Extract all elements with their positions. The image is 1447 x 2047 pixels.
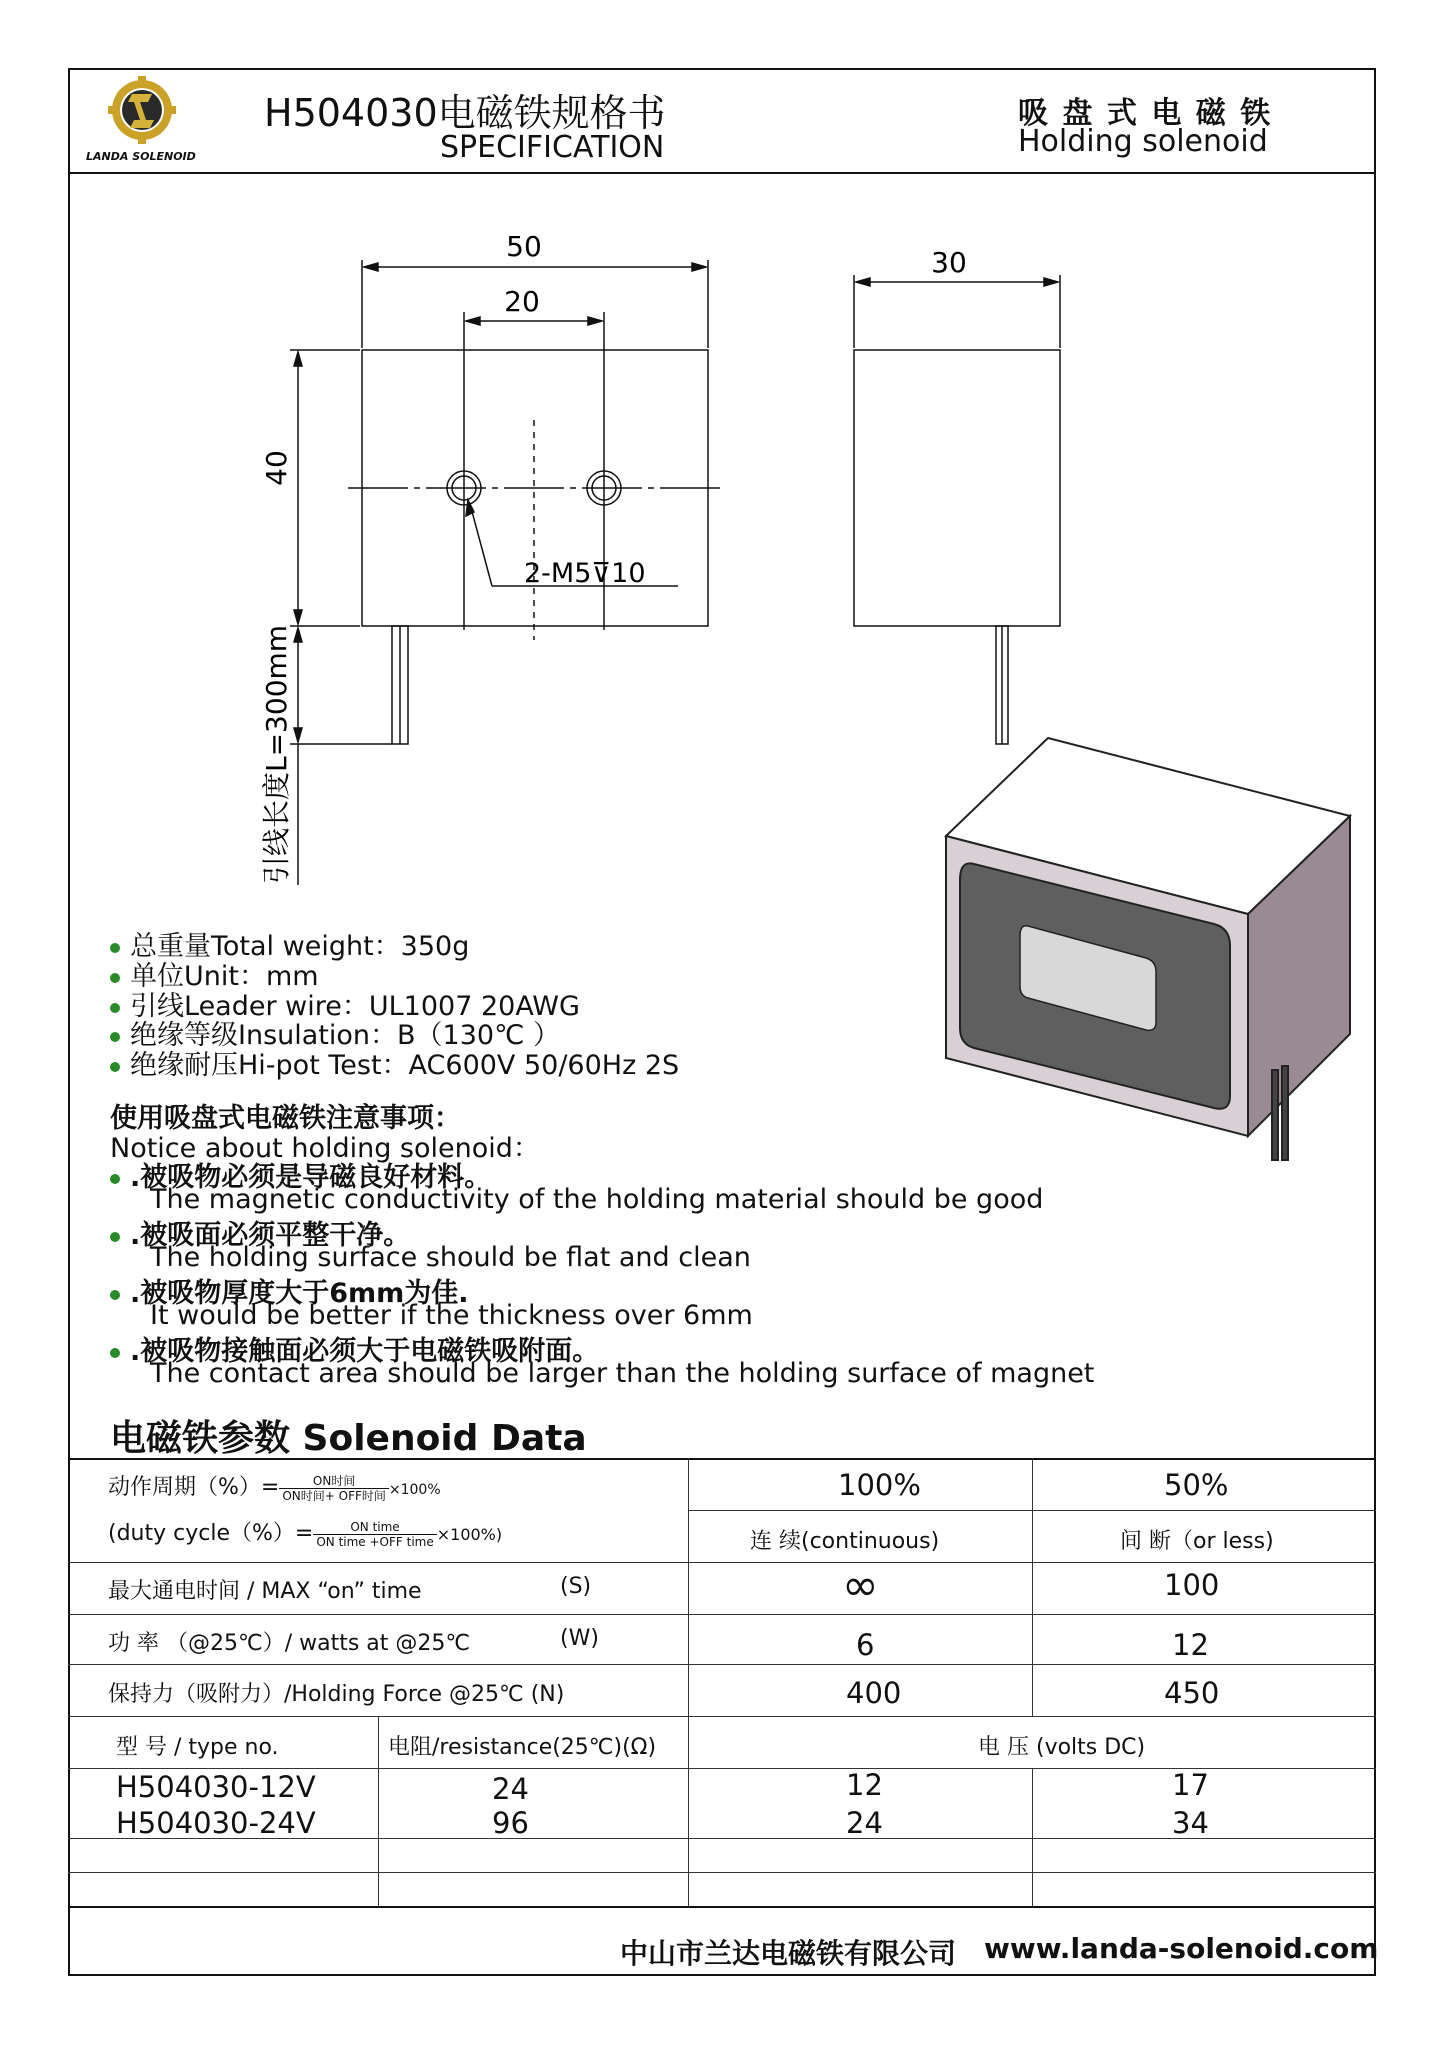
page-title: H504030电磁铁规格书 — [264, 91, 666, 135]
model-resistance: 96 — [492, 1806, 529, 1840]
bullet-icon — [110, 1232, 120, 1242]
table-rule — [1032, 1458, 1033, 1716]
power-50: 12 — [1172, 1628, 1209, 1662]
dim-hole-spacing-label: 20 — [504, 285, 540, 318]
page-subtitle: SPECIFICATION — [440, 130, 665, 165]
table-rule — [68, 1562, 1376, 1563]
duty-cycle-formula-cn: 动作周期（%）= $\frac{\text{ON时间}}{\text{ON时间+ OFF时间}}$ ×100% — [108, 1473, 441, 1503]
logo-text: LANDA SOLENOID — [86, 150, 196, 163]
col-header-continuous: 连 续(continuous) — [750, 1529, 940, 1554]
notice-title-en: Notice about holding solenoid： — [110, 1133, 540, 1164]
bullet-icon — [110, 1290, 120, 1300]
bullet-icon — [110, 1003, 120, 1013]
notice-item-en: The contact area should be larger than the holding surface of magnet — [150, 1358, 1095, 1389]
notice-item-cn: .被吸物必须是导磁良好材料。 — [110, 1155, 491, 1194]
model-voltage-50: 34 — [1172, 1806, 1209, 1840]
spec-item: 绝缘耐压Hi-pot Test：AC600V 50/60Hz 2S — [110, 1043, 679, 1082]
bullet-icon — [110, 1032, 120, 1042]
table-rule — [68, 1664, 1376, 1665]
dim-width-label: 50 — [506, 230, 542, 263]
table-rule — [68, 1872, 1376, 1873]
table-rule — [68, 1906, 1376, 1908]
model-type: H504030-24V — [116, 1806, 316, 1840]
section-title: 电磁铁参数 Solenoid Data — [110, 1418, 587, 1459]
duty-fraction-en: $\frac{\text{ON time}}{\text{ON time +OFF time}}$ — [313, 1520, 436, 1549]
notice-title-cn: 使用吸盘式电磁铁注意事项： — [110, 1103, 461, 1134]
header-divider — [68, 172, 1376, 174]
duty-fraction-cn: $\frac{\text{ON时间}}{\text{ON时间+ OFF时间}}$ — [279, 1474, 389, 1503]
spec-item: 总重量Total weight：350g — [110, 924, 469, 963]
bullet-icon — [110, 1062, 120, 1072]
dim-depth-label: 30 — [931, 246, 967, 279]
infinity-value: ∞ — [842, 1560, 879, 1611]
row-unit-max-on-time: (S) — [560, 1574, 592, 1599]
model-type: H504030-12V — [116, 1770, 316, 1804]
solenoid-3d-icon — [940, 736, 1360, 1186]
row-label-holding-force: 保持力（吸附力）/Holding Force @25℃ (N) — [108, 1682, 565, 1707]
company-name: 中山市兰达电磁铁有限公司 — [620, 1937, 957, 1970]
header-type: 型 号 / type no. — [116, 1735, 279, 1760]
header-resistance: 电阻/resistance(25℃)(Ω) — [388, 1735, 657, 1760]
table-rule — [68, 1716, 1376, 1717]
product-type-en: Holding solenoid — [1018, 124, 1268, 159]
col-header-50: 50% — [1164, 1468, 1229, 1502]
spec-item: 引线Leader wire：UL1007 20AWG — [110, 984, 580, 1023]
landa-logo-icon — [100, 76, 200, 146]
table-rule — [68, 1458, 1376, 1460]
model-voltage-100: 24 — [846, 1806, 883, 1840]
spec-item: 绝缘等级Insulation：B（130℃ ） — [110, 1013, 560, 1052]
product-type-cn: 吸 盘 式 电 磁 铁 — [1018, 96, 1273, 131]
duty-cycle-formula-en: (duty cycle（%）= $\frac{\text{ON time}}{\text{ON time +OFF time}}$ ×100%) — [108, 1519, 503, 1549]
bullet-icon — [110, 943, 120, 953]
max-on-time-50: 100 — [1164, 1568, 1220, 1602]
table-rule — [688, 1458, 689, 1906]
col-header-less: 间 断（or less) — [1120, 1529, 1274, 1554]
notice-item-cn: .被吸物接触面必须大于电磁铁吸附面。 — [110, 1329, 599, 1368]
holding-force-50: 450 — [1164, 1676, 1220, 1710]
bullet-icon — [110, 1174, 120, 1184]
row-label-max-on-time: 最大通电时间 / MAX “on” time — [108, 1579, 422, 1604]
power-100: 6 — [856, 1628, 875, 1662]
table-rule — [1032, 1768, 1033, 1906]
hole-callout: 2-M5⊽10 — [524, 558, 646, 589]
notice-item-cn: .被吸面必须平整干净。 — [110, 1213, 410, 1252]
model-resistance: 24 — [492, 1772, 529, 1806]
company-website: www.landa-solenoid.com — [984, 1932, 1379, 1965]
holding-force-100: 400 — [846, 1676, 902, 1710]
notice-item-cn: .被吸物厚度大于6mm为佳. — [110, 1271, 469, 1310]
notice-item-en: The holding surface should be flat and clean — [150, 1242, 751, 1273]
model-voltage-50: 17 — [1172, 1768, 1209, 1802]
row-unit-power: (W) — [560, 1626, 599, 1651]
dim-height-label: 40 — [260, 450, 293, 486]
table-rule — [68, 1614, 1376, 1615]
spec-item: 单位Unit：mm — [110, 954, 319, 993]
row-label-power: 功 率 （@25℃）/ watts at @25℃ — [108, 1631, 471, 1656]
table-rule — [378, 1716, 379, 1906]
bullet-icon — [110, 1348, 120, 1358]
model-voltage-100: 12 — [846, 1768, 883, 1802]
col-header-100: 100% — [838, 1468, 921, 1502]
lead-length-label: 引线长度L=300mm — [260, 624, 293, 884]
notice-item-en: It would be better if the thickness over 6mm — [150, 1300, 753, 1331]
header-voltage: 电 压 (volts DC) — [978, 1735, 1146, 1760]
notice-item-en: The magnetic conductivity of the holding material should be good — [150, 1184, 1044, 1215]
bullet-icon — [110, 973, 120, 983]
